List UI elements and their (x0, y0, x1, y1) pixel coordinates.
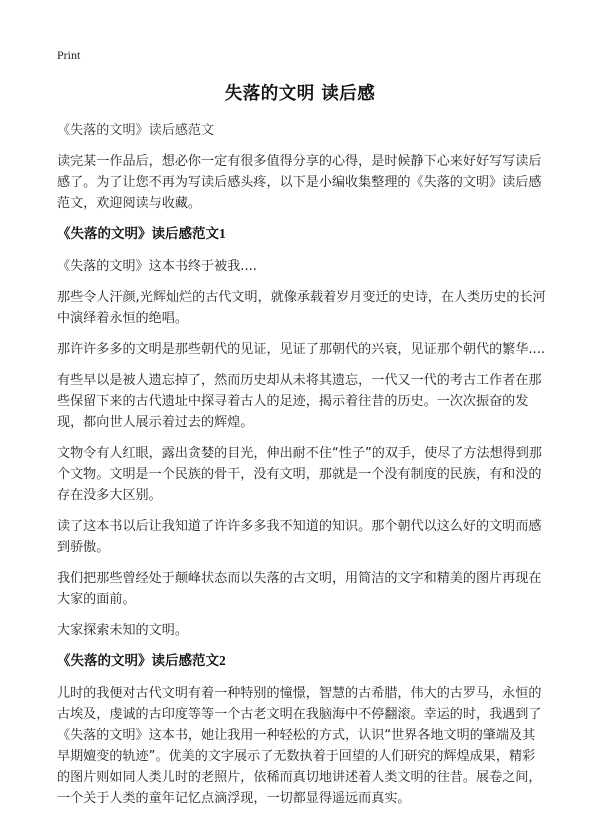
article-body (57, 120, 547, 819)
article-subtitle: 《失落的文明》读后感范文 (57, 123, 215, 138)
section-heading-2: 《失落的文明》读后感范文2 (57, 653, 226, 668)
paragraph: 那许许多多的文明是那些朝代的见证，见证了那朝代的兴衰，见证那个朝代的繁华.... (57, 342, 546, 357)
page-title: 失落的文明 读后感 (224, 84, 376, 104)
paragraph: 大家探索未知的文明。 (57, 623, 188, 638)
intro-paragraph: 读完某一作品后，想必你一定有很多值得分享的心得，是时候静下心来好好写写读后感了。为了让您不再为写读后感头疼，以下是小编收集整理的《失落的文明》读后感范文，欢迎阅读与收藏。 (57, 154, 542, 211)
paragraph: 《失落的文明》这本书终于被我.... (57, 259, 257, 274)
paragraph: 儿时的我便对古代文明有着一种特别的憧憬，智慧的古希腊，伟大的古罗马，永恒的古埃及，虔诚的古印度等等一个古老文明在我脑海中不停翻滚。幸运的时，我遇到了《失落的文明》这本书，她让我用一种轻松的方式，认识“世界各地文明的肇端及其早期嬗变的轨迹”。优美的文字展示了无数执着于回望的人们研究的辉煌成果，精彩的图片则如同人类儿时的老照片，依稀而真切地讲述着人类文明的往昔。展卷之间，一个关于人类的童年记忆点滴浮现，一切都显得遥远而真实。 (57, 686, 542, 806)
paragraph: 有些早以是被人遗忘掉了，然而历史却从未将其遗忘，一代又一代的考古工作者在那些保留下来的古代遗址中探寻着古人的足迹，揭示着往昔的历史。一次次振奋的发现，都向世人展示着过去的辉煌。 (57, 373, 542, 430)
paragraph: 读了这本书以后让我知道了许许多多我不知道的知识。那个朝代以这么好的文明而感到骄傲。 (57, 519, 542, 555)
paragraph: 我们把那些曾经处于颠峰状态而以失落的古文明，用简洁的文字和精美的图片再现在大家的面前。 (57, 571, 542, 607)
print-link[interactable]: Print (57, 48, 81, 62)
paragraph: 那些令人汗颜,光辉灿烂的古代文明，就像承载着岁月变迁的史诗，在人类历史的长河中演绎着永恒的绝唱。 (57, 290, 546, 326)
section-heading-1: 《失落的文明》读后感范文1 (57, 226, 226, 241)
paragraph: 文物令有人红眼，露出贪婪的目光，伸出耐不住“性子”的双手，使尽了方法想得到那个文物。文明是一个民族的骨干，没有文明，那就是一个没有制度的民族，有和没的存在没多大区别。 (57, 446, 542, 503)
